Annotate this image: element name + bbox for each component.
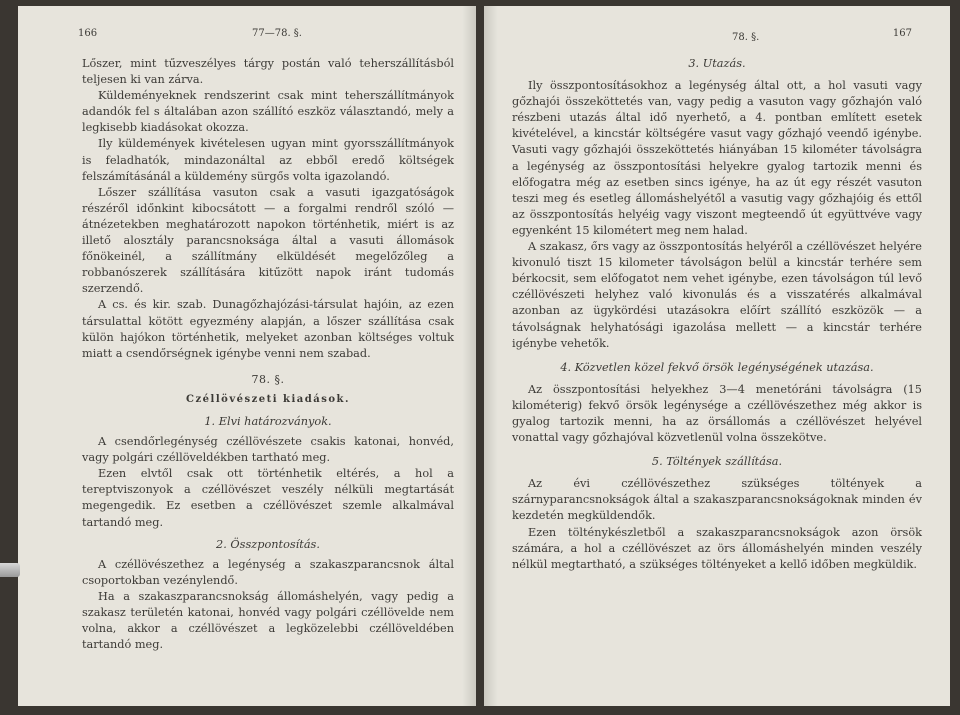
subsection-heading: 5. Töltények szállítása. <box>651 455 783 469</box>
paragraph: A csendőrlegénység czéllövészete csakis katonai, honvéd, vagy polgári czéllöveldékben tartható meg. <box>82 435 454 465</box>
subsection-heading: 4. Közvetlen közel fekvő örsök legénységének utazása. <box>560 360 874 374</box>
page-clip <box>0 563 20 577</box>
subsection-heading: 1. Elvi határozványok. <box>204 414 332 428</box>
left-page-header <box>78 28 454 46</box>
paragraph: Lőszer szállítása vasuton csak a vasuti igazgatóságok részéről időnkint kibocsátott — a forgalmi rendről szóló — átnézetekben meghatározott napokon történhetik, miért is az illető alosztály parancsnoksága által a vasuti állomások főnökeinél, a szállítmány elküldését megelőzőleg a robbanószerek szállítására kitűzött napok iránt tudomás szerzendő. <box>82 185 454 296</box>
right-page <box>484 6 950 706</box>
right-running-head: 78. §. <box>732 32 760 43</box>
paragraph: Ezen elvtől csak ott történhetik eltérés, a hol a tereptviszonyok a czéllövészet veszély nélküli megtartását megengedik. Ez esetben a czéllövészet szemle alkalmával tartandó meg. <box>82 467 454 529</box>
paragraph: Az évi czéllövészethez szükséges töltények a szárnyparancsnokságok által a szakaszparancsnokságoknak minden év kezdetén megküldendők. <box>512 477 922 523</box>
right-page-header <box>512 28 922 46</box>
paragraph: Ily összpontosításokhoz a legénység által ott, a hol vasuti vagy gőzhajói összeköttetés van, vagy pedig a vasuton vagy gőzhajón való részbeni utazás által idő nyerhető, a 4. pontban említett esetek kivételével, a kincstár költségére vasut vagy gőzhajó veendő igénybe. Vasuti vagy gőzhajói összeköttetés hiányában 15 kilométer távolságra a legénység az összpontosítási helyekre gyalog tartozik menni és előfogatra még az esetben sincs igénye, ha az út egy részét vasuton teszi meg és esetleg állomáshelyétől a vasutig vagy gőzhajóig és ettől az összpontosítás helyéig vagy viszont megteendő út együttvéve vagy egyenként 15 kilométert meg nem halad. <box>512 79 922 237</box>
left-page-body <box>82 56 454 653</box>
paragraph: A cs. és kir. szab. Dunagőzhajózási-társulat hajóin, az ezen társulattal kötött egyezmény alapján, a lőszer szállítása csak külön hajókon történhetik, melyeket azonban költséges voltuk miatt a csendőrségnek igénybe venni nem szabad. <box>82 298 454 360</box>
subsection-heading: 3. Utazás. <box>688 57 746 70</box>
paragraph: Ily küldemények kivételesen ugyan mint gyorsszállítmányok is feladhatók, mindazonáltal az ebből eredő költségek felszámításánál a küldemény sürgős volta igazolandó. <box>82 137 454 183</box>
paragraph: Lőszer, mint tűzveszélyes tárgy postán való teherszállításból teljesen ki van zárva. <box>82 57 454 87</box>
subsection-heading: 2. Összpontosítás. <box>216 537 320 551</box>
left-page-number: 166 <box>78 28 98 39</box>
paragraph: A szakasz, őrs vagy az összpontosítás helyéről a czéllövészet helyére kivonuló tiszt 15 kilometer távolságon belül a kincstár terhére sem bérkocsit, sem előfogatot nem vehet igénybe, ezen távolságon túl levő czéllövészeti helyhez való kivonulás és a visszatérés alkalmával azonban az ügykördési utazásokra előírt szállító eszközök — a távolságnak helyhatósági igazolása mellett — a kincstár terhére igénybe vehetők. <box>512 240 922 350</box>
paragraph: Küldeményeknek rendszerint csak mint teherszállítmányok adandók fel s általában azon szállító eszköz választandó, mely a legkisebb kiadásokat okozza. <box>82 89 454 135</box>
paragraph: Ha a szakaszparancsnokság állomáshelyén, vagy pedig a szakasz területén katonai, honvéd vagy polgári czéllövelde nem volna, akkor a czéllövészet a legközelebbi czéllöveldében tartandó meg. <box>82 589 454 652</box>
section-title: Czéllövészeti kiadások. <box>186 393 350 405</box>
right-page-number: 167 <box>892 28 912 39</box>
section-number: 78. §. <box>251 372 285 386</box>
paragraph: A czéllövészethez a legénység a szakaszparancsnok által csoportokban vezénylendő. <box>82 557 454 587</box>
right-page-body <box>512 56 922 573</box>
left-page <box>18 6 476 706</box>
paragraph: Ezen tölténykészletből a szakaszparancsnokságok azon örsök számára, a hol a czéllövészet az örs állomáshelyén minden veszély nélkül megtartható, a szükséges töltényeket a kellő időben megküldik. <box>512 525 922 571</box>
left-running-head: 77—78. §. <box>252 28 302 39</box>
paragraph: Az összpontosítási helyekhez 3—4 menetóráni távolságra (15 kilométerig) fekvő örsök legénysége a czéllövészethez még akkor is gyalog tartozik menni, ha az örsállomás a czéllövészet helyével vonattal vagy gőzhajóval közvetlenül volna összekötve. <box>512 382 922 445</box>
